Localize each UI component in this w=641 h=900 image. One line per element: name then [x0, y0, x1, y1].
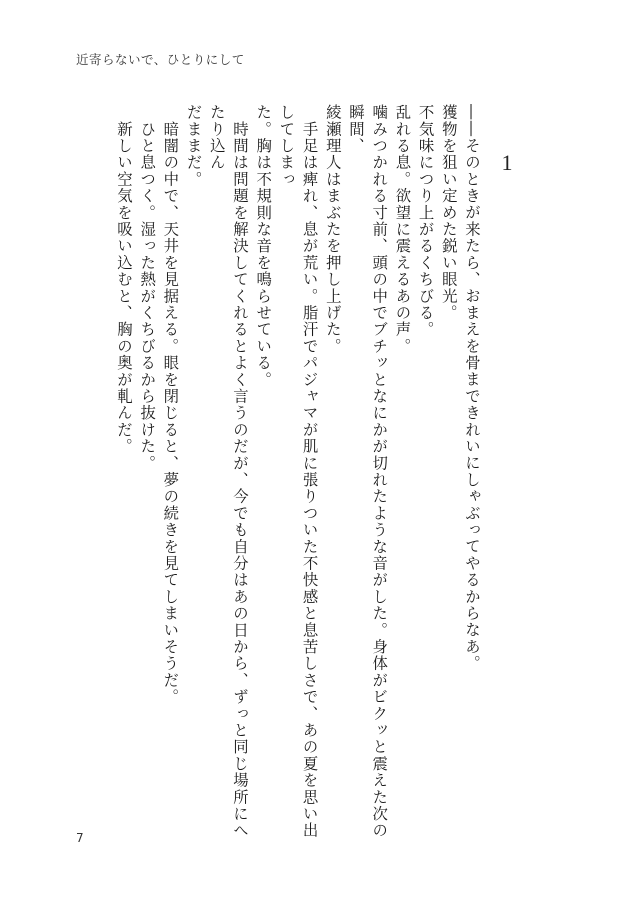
paragraph: 綾瀬理人はまぶたを押し上げた。: [323, 104, 342, 355]
paragraph: 暗闇の中で、天井を見据える。眼を閉じると、夢の続きを見てしまいそうだ。: [161, 104, 180, 706]
paragraph: た。胸は不規則な音を鳴らせている。: [254, 104, 273, 388]
paragraph: 手足は痺れ、息が荒い。脂汗でパジャマが肌に張りついた不快感と息苦しさで、あの夏を思い出してしまっ: [277, 104, 319, 839]
paragraph: 乱れる息。欲望に震えるあの声。: [393, 104, 412, 355]
body-text: [112, 104, 483, 844]
paragraph: ――そのときが来たら、おまえを骨まできれいにしゃぶってやるからなあ。: [463, 104, 481, 672]
paragraph: 不気味につり上がるくちびる。: [416, 104, 435, 338]
page-number: 7: [76, 831, 84, 845]
paragraph: 新しい空気を吸い込むと、胸の奥が軋んだ。: [114, 104, 133, 455]
running-header: 近寄らないで、ひとりにして: [76, 52, 245, 67]
chapter-number: 1: [501, 150, 513, 175]
paragraph: だままだ。: [184, 104, 203, 188]
paragraph: 時間は問題を解決してくれるとよく言うのだが、今でも自分はあの日から、ずっと同じ場所にへたり込ん: [207, 104, 249, 839]
paragraph: 噛みつかれる寸前、頭の中でブチッとなにかが切れたような音がした。身体がビクッと震えた次の瞬間、: [346, 104, 389, 839]
paragraph: ひと息つく。湿った熱がくちびるから抜けた。: [138, 104, 157, 472]
paragraph: 獲物を狙い定めた鋭い眼光。: [439, 104, 458, 322]
